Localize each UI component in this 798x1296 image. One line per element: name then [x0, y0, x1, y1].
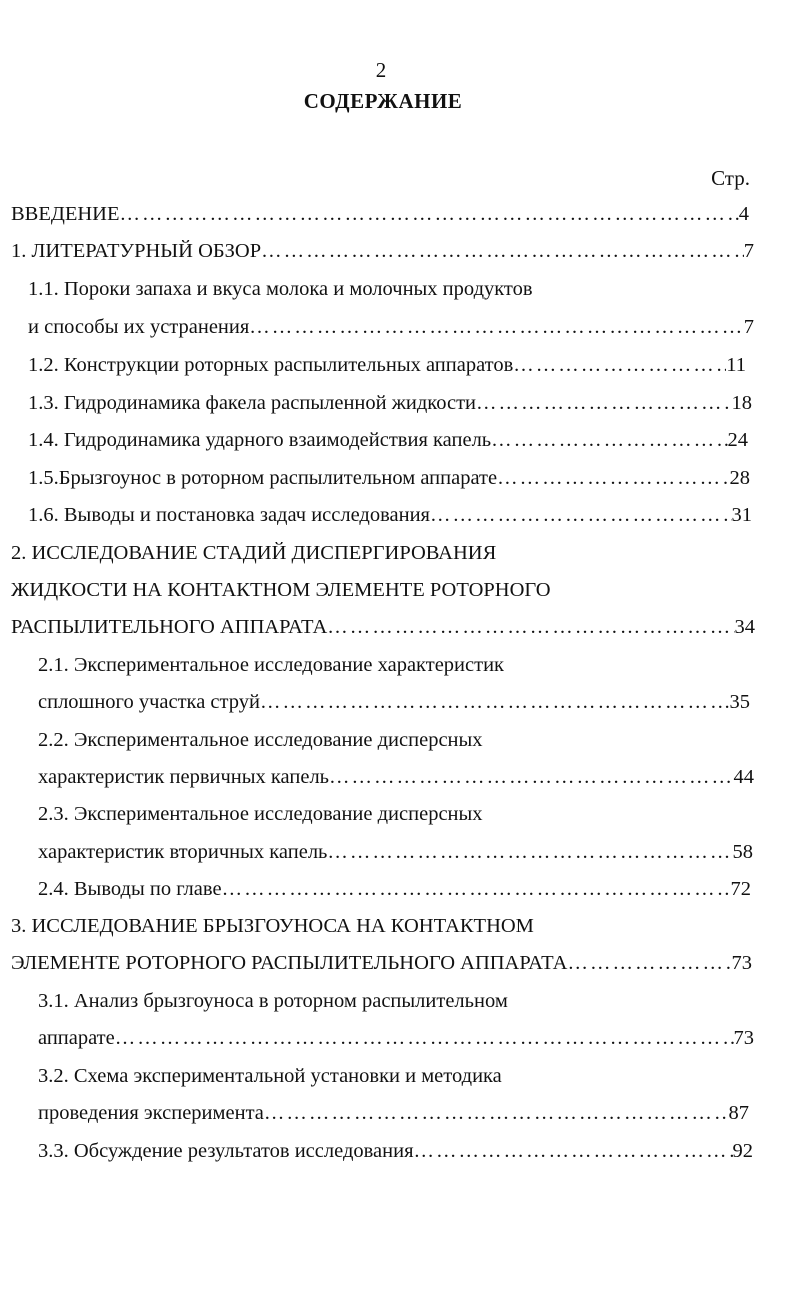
toc-entry-page: 18 — [731, 392, 752, 414]
toc-entry-page: 11 — [726, 354, 746, 376]
toc-entry-1-5 — [28, 463, 750, 493]
leader-dots — [513, 350, 726, 380]
toc-entry-2-1-line2 — [38, 687, 750, 717]
toc-entry-page: 73 — [731, 952, 752, 974]
page-number: 2 — [375, 58, 387, 82]
toc-entry-page: 7 — [743, 316, 754, 338]
toc-entry-3-3 — [38, 1136, 753, 1166]
toc-entry-2-3-line2 — [38, 837, 753, 867]
toc-entry-1-2 — [28, 350, 746, 380]
toc-entry-page: 72 — [730, 878, 751, 900]
toc-entry-text: ЖИДКОСТИ НА КОНТАКТНОМ ЭЛЕМЕНТЕ РОТОРНОГО — [11, 579, 551, 601]
toc-entry-page: 44 — [733, 766, 754, 788]
toc-entry-text: 2.2. Экспериментальное исследование дисперсных — [38, 729, 483, 751]
leader-dots — [261, 236, 744, 266]
leader-dots — [430, 500, 732, 530]
toc-entry-2-2-line2 — [38, 762, 754, 792]
toc-entry-text: характеристик первичных капель — [38, 766, 330, 788]
toc-entry-text: 2.4. Выводы по главе — [38, 878, 222, 900]
toc-entry-2-2-line1 — [38, 725, 483, 755]
toc-entry-3-2-line2 — [38, 1098, 749, 1128]
page-column-label: Стр. — [711, 166, 750, 190]
toc-entry-text: 1.5.Брызгоунос в роторном распылительном аппарате — [28, 467, 498, 489]
toc-entry-2-1-line1 — [38, 650, 504, 680]
toc-entry-text: и способы их устранения — [28, 316, 250, 338]
toc-entry-text: 2.3. Экспериментальное исследование дисперсных — [38, 803, 483, 825]
toc-entry-chapter-3-line2 — [11, 948, 752, 978]
toc-entry-2-3-line1 — [38, 799, 483, 829]
leader-dots — [329, 762, 733, 792]
toc-entry-1-4 — [28, 425, 748, 455]
toc-entry-text: аппарате — [38, 1027, 115, 1049]
toc-entry-page: 28 — [729, 467, 750, 489]
leader-dots — [414, 1136, 733, 1166]
toc-entry-text: ВВЕДЕНИЕ — [11, 203, 120, 225]
toc-entry-page: 4 — [738, 203, 749, 225]
toc-entry-page: 35 — [729, 691, 750, 713]
leader-dots — [567, 948, 731, 978]
toc-entry-page: 34 — [734, 616, 755, 638]
toc-entry-page: 73 — [733, 1027, 754, 1049]
toc-entry-text: 1. ЛИТЕРАТУРНЫЙ ОБЗОР — [11, 240, 262, 262]
toc-entry-page: 87 — [728, 1102, 749, 1124]
toc-entry-text: ЭЛЕМЕНТЕ РОТОРНОГО РАСПЫЛИТЕЛЬНОГО АППАРАТА — [11, 952, 568, 974]
toc-entry-3-2-line1 — [38, 1061, 502, 1091]
toc-entry-text: 3.2. Схема экспериментальной установки и методика — [38, 1065, 502, 1087]
toc-entry-text: 2.1. Экспериментальное исследование характеристик — [38, 654, 505, 676]
toc-entry-1-1-line2 — [28, 312, 754, 342]
toc-entry-chapter-3-line1 — [11, 911, 534, 941]
toc-entry-2-4 — [38, 874, 751, 904]
toc-entry-1-1-line1 — [28, 274, 533, 304]
toc-entry-1-6 — [28, 500, 752, 530]
toc-entry-introduction — [11, 199, 749, 229]
leader-dots — [476, 388, 731, 418]
toc-entry-page: 92 — [732, 1140, 753, 1162]
leader-dots — [264, 1098, 729, 1128]
toc-entry-1-3 — [28, 388, 752, 418]
toc-entry-page: 31 — [731, 504, 752, 526]
toc-entry-text: 2. ИССЛЕДОВАНИЕ СТАДИЙ ДИСПЕРГИРОВАНИЯ — [11, 542, 497, 564]
toc-entry-chapter-2-line3 — [11, 612, 755, 642]
toc-entry-text: РАСПЫЛИТЕЛЬНОГО АППАРАТА — [11, 616, 328, 638]
toc-entry-page: 7 — [743, 240, 754, 262]
toc-entry-text: 1.3. Гидродинамика факела распыленной жидкости — [28, 392, 477, 414]
leader-dots — [260, 687, 730, 717]
leader-dots — [120, 199, 739, 229]
leader-dots — [327, 837, 732, 867]
toc-entry-chapter-2-line2 — [11, 575, 551, 605]
leader-dots — [222, 874, 731, 904]
toc-entry-3-1-line2 — [38, 1023, 754, 1053]
toc-entry-text: характеристик вторичных капель — [38, 841, 328, 863]
toc-entry-chapter-1 — [11, 236, 754, 266]
toc-entry-text: 3. ИССЛЕДОВАНИЕ БРЫЗГОУНОСА НА КОНТАКТНОМ — [11, 915, 534, 937]
toc-entry-text: 3.1. Анализ брызгоуноса в роторном распылительном — [38, 990, 508, 1012]
toc-entry-page: 24 — [727, 429, 748, 451]
toc-entry-page: 58 — [732, 841, 753, 863]
leader-dots — [491, 425, 727, 455]
toc-entry-text: 1.4. Гидродинамика ударного взаимодействия капель — [28, 429, 492, 451]
leader-dots — [497, 463, 729, 493]
leader-dots — [115, 1023, 734, 1053]
toc-entry-text: 3.3. Обсуждение результатов исследования — [38, 1140, 414, 1162]
toc-entry-text: 1.1. Пороки запаха и вкуса молока и молочных продуктов — [28, 278, 533, 300]
toc-entry-3-1-line1 — [38, 986, 508, 1016]
toc-entry-chapter-2-line1 — [11, 538, 496, 568]
toc-entry-text: проведения эксперимента — [38, 1102, 264, 1124]
leader-dots — [327, 612, 734, 642]
toc-entry-text: 1.6. Выводы и постановка задач исследования — [28, 504, 430, 526]
toc-entry-text: 1.2. Конструкции роторных распылительных аппаратов — [28, 354, 514, 376]
toc-entry-text: сплошного участка струй — [38, 691, 260, 713]
page-title: СОДЕРЖАНИЕ — [303, 89, 463, 113]
leader-dots — [249, 312, 743, 342]
